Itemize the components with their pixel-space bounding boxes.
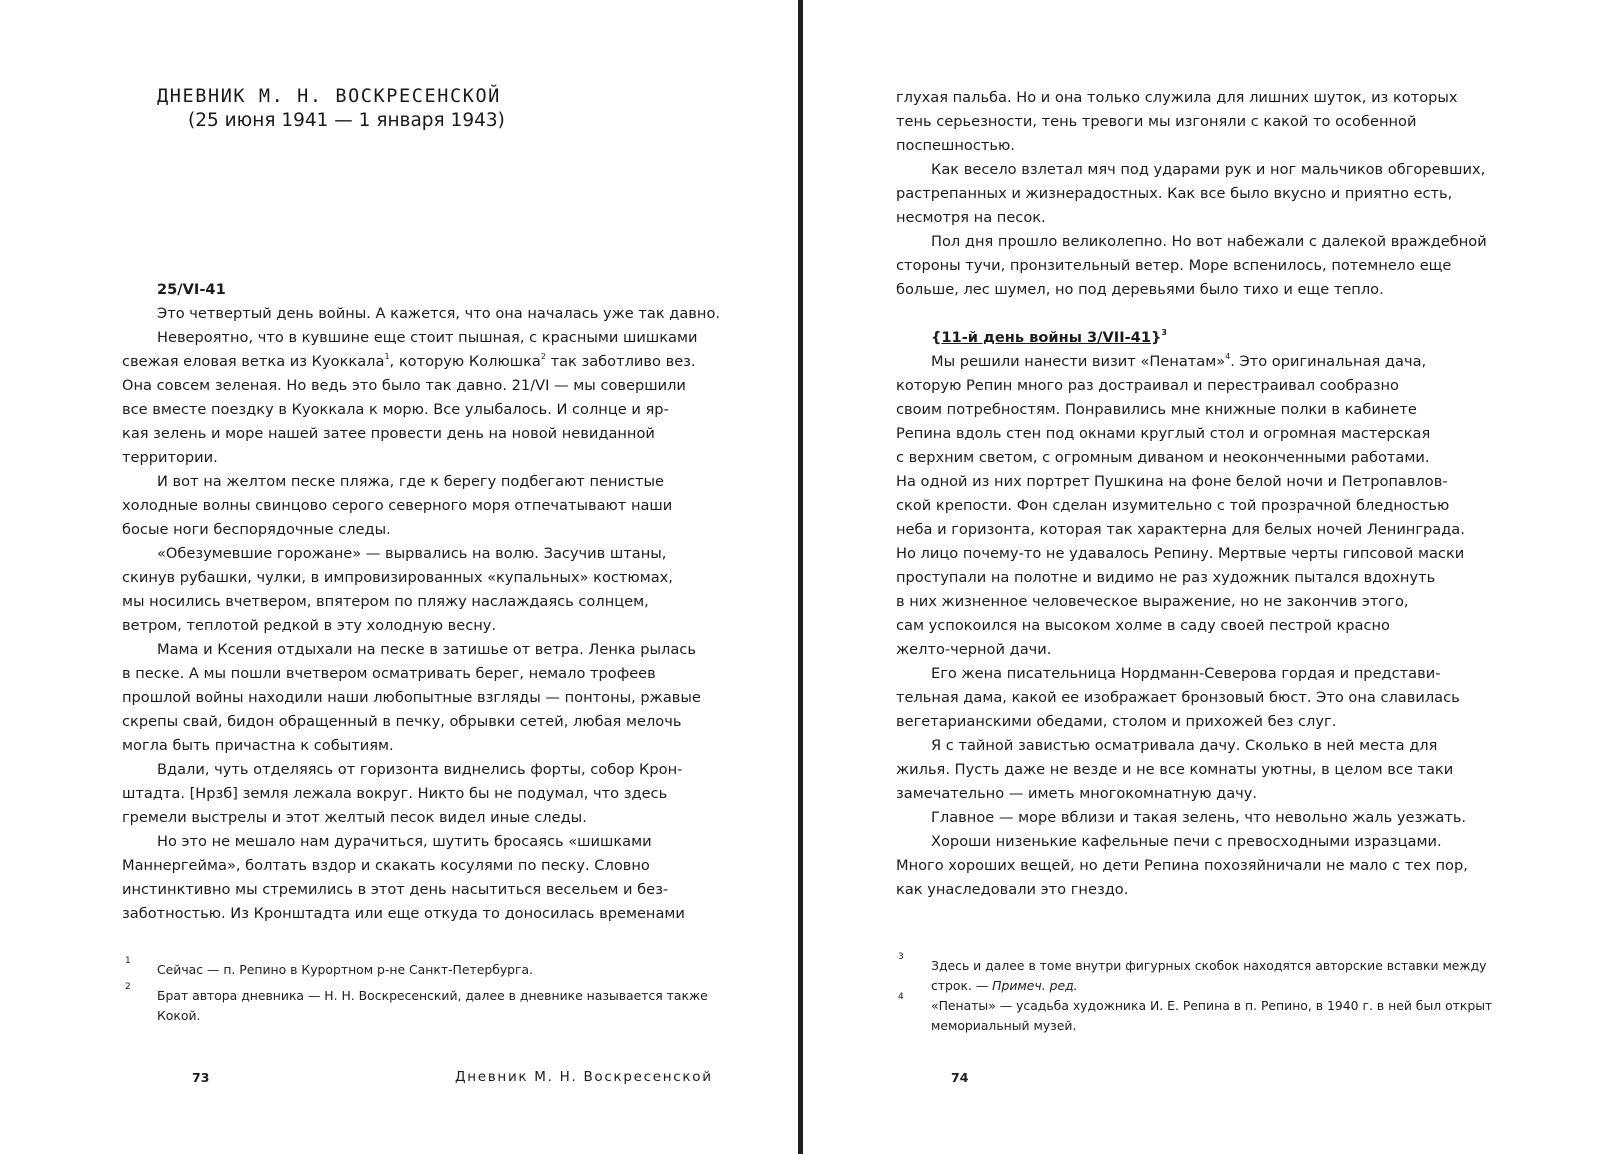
running-head: Дневник М. Н. Воскресенской [455, 1069, 713, 1085]
footnote-ref[interactable]: 2 [540, 352, 546, 361]
text-line [896, 350, 1426, 374]
text-line: тень серьезности, тень тревоги мы изгоняли с какой то особенной [896, 113, 1417, 130]
diary-subtitle: (25 июня 1941 — 1 января 1943) [188, 110, 505, 131]
text-line: поспешностью. [896, 137, 1015, 154]
text-line: Она совсем зеленая. Но ведь это было так давно. 21/VI — мы совершили [122, 377, 686, 394]
text-line: глухая пальба. Но и она только служила для лишних шуток, из которых [896, 89, 1458, 106]
text-line: мы носились вчетвером, впятером по пляжу наслаждаясь солнцем, [122, 593, 649, 610]
text-line: с верхним светом, с огромным диваном и неоконченными работами. [896, 449, 1430, 466]
text-line: И вот на желтом песке пляжа, где к берегу подбегают пенистые [157, 473, 665, 490]
text-line: замечательно — иметь многокомнатную дачу. [896, 785, 1258, 802]
text-line: неба и горизонта, которая так характерна для белых ночей Ленинграда. [896, 521, 1465, 538]
text-line: гремели выстрелы и этот желтый песок видел иные следы. [122, 809, 587, 826]
text-line: в песке. А мы пошли вчетвером осматривать берег, немало трофеев [122, 665, 656, 682]
text-line: Это четвертый день войны. А кажется, что она началась уже так давно. [157, 305, 721, 322]
text-line: ветром, теплотой редкой в эту холодную весну. [122, 617, 497, 634]
text-line: штадта. [Нрзб] земля лежала вокруг. Никто бы не подумал, что здесь [122, 785, 668, 802]
text-line: Я с тайной завистью осматривала дачу. Сколько в ней места для [931, 737, 1438, 754]
curly-brace-close: } [1151, 329, 1162, 346]
text-line: Маннергейма», болтать вздор и скакать косулями по песку. Словно [122, 857, 650, 874]
text-line: в них жизненное человеческое выражение, но не закончив этого, [896, 593, 1409, 610]
footnote-number: 4 [898, 992, 904, 1002]
text-line: Пол дня прошло великолепно. Но вот набежали с далекой враждебной [931, 233, 1487, 250]
text-line: проступали на полотне и видимо не раз художник пытался вдохнуть [896, 569, 1436, 586]
footnote-text: Брат автора дневника — Н. Н. Воскресенский, далее в дневнике называется также [157, 988, 708, 1003]
entry-heading [931, 326, 1167, 350]
text-line: Но это не мешало нам дурачиться, шутить бросаясь «шишками [157, 833, 652, 850]
text-line: желто-черной дачи. [896, 641, 1052, 658]
text-line: несмотря на песок. [896, 209, 1046, 226]
footnote-number: 3 [898, 952, 904, 962]
text-line: Много хороших вещей, но дети Репина похозяйничали не мало с тех пор, [896, 857, 1468, 874]
footnote-text: Кокой. [157, 1008, 201, 1023]
text-line: которую Репин много раз достраивал и перестраивал сообразно [896, 377, 1399, 394]
text-line: стороны тучи, пронзительный ветер. Море вспенилось, потемнело еще [896, 257, 1452, 274]
diary-title: ДНЕВНИК М. Н. ВОСКРЕСЕНСКОЙ [157, 86, 501, 107]
text-line: босые ноги беспорядочные следы. [122, 521, 391, 538]
text-line: вегетарианскими обедами, столом и прихожей без слуг. [896, 713, 1337, 730]
text-line: своим потребностям. Понравились мне книжные полки в кабинете [896, 401, 1417, 418]
text-line [122, 350, 696, 374]
footnote-text: Сейчас — п. Репино в Курортном р-не Санкт-Петербурга. [157, 962, 534, 977]
text-fragment: строк. — [931, 978, 993, 993]
text-line: Невероятно, что в кувшине еще стоит пышная, с красными шишками [157, 329, 698, 346]
text-line: инстинктивно мы стремились в этот день насытиться весельем и без- [122, 881, 669, 898]
text-line: Репина вдоль стен под окнами круглый стол и огромная мастерская [896, 425, 1431, 442]
text-line: скрепы свай, бидон обращенный в печку, обрывки сетей, любая мелочь [122, 713, 682, 730]
text-line: На одной из них портрет Пушкина на фоне белой ночи и Петропавлов- [896, 473, 1448, 490]
page-number: 73 [192, 1070, 210, 1085]
text-line: Но лицо почему-то не удавалось Репину. Мертвые черты гипсовой маски [896, 545, 1465, 562]
text-line: растрепанных и жизнерадостных. Как все было вкусно и приятно есть, [896, 185, 1453, 202]
text-fragment: . Это оригинальная дача, [1230, 353, 1427, 370]
footnote-number: 2 [125, 982, 131, 992]
text-line: «Обезумевшие горожане» — вырвались на волю. Засучив штаны, [157, 545, 667, 562]
text-line: как унаследовали это гнездо. [896, 881, 1129, 898]
footnote-text [931, 976, 1078, 996]
text-line: заботностью. Из Кронштадта или еще откуда то доносилась временами [122, 905, 685, 922]
curly-brace-open: { [931, 329, 942, 346]
text-line: все вместе поездку в Куоккала к морю. Все улыбалось. И солнце и яр- [122, 401, 669, 418]
text-line: Мама и Ксения отдыхали на песке в затишье от ветра. Ленка рылась [157, 641, 696, 658]
text-fragment: , которую Колюшка [389, 353, 541, 370]
footnote-ref[interactable]: 1 [384, 352, 390, 361]
text-fragment: так заботливо вез. [545, 353, 696, 370]
footnote-text: мемориальный музей. [931, 1018, 1077, 1033]
text-line: Хороши низенькие кафельные печи с превосходными изразцами. [931, 833, 1442, 850]
footnote-text: Здесь и далее в томе внутри фигурных скобок находятся авторские вставки между [931, 958, 1487, 973]
entry-date: 25/VI-41 [157, 281, 226, 298]
text-line: Как весело взлетал мяч под ударами рук и ног мальчиков обгоревших, [931, 161, 1486, 178]
footnote-text: «Пенаты» — усадьба художника И. Е. Репина в п. Репино, в 1940 г. в ней был открыт [931, 998, 1493, 1013]
text-line: Вдали, чуть отделяясь от горизонта виднелись форты, собор Крон- [157, 761, 683, 778]
text-line: жилья. Пусть даже не везде и не все комнаты уютны, в целом все таки [896, 761, 1454, 778]
page-number: 74 [951, 1070, 969, 1085]
book-spine [798, 0, 803, 1154]
right-page [805, 0, 1600, 1154]
footnote-number: 1 [125, 956, 131, 966]
text-line: Главное — море вблизи и такая зелень, что невольно жаль уезжать. [931, 809, 1467, 826]
entry-heading-text: 11-й день войны 3/VII-41 [941, 329, 1151, 346]
footnote-ref[interactable]: 3 [1161, 328, 1167, 337]
text-line: тельная дама, какой ее изображает бронзовый бюст. Это она славилась [896, 689, 1460, 706]
text-fragment: Мы решили нанести визит «Пенатам» [931, 353, 1226, 370]
text-line: могла быть причастна к событиям. [122, 737, 394, 754]
text-line: Его жена писательница Нордманн-Северова гордая и представи- [931, 665, 1441, 682]
text-line: холодные волны свинцово серого северного моря отпечатывают наши [122, 497, 673, 514]
text-line: кая зелень и море нашей затее провести день на новой невиданной [122, 425, 655, 442]
text-fragment: свежая еловая ветка из Куоккала [122, 353, 385, 370]
text-line: территории. [122, 449, 218, 466]
footnote-ref[interactable]: 4 [1225, 352, 1231, 361]
text-line: больше, лес шумел, но под деревьями было тихо и еще тепло. [896, 281, 1384, 298]
text-line: ской крепости. Фон сделан изумительно с той прозрачной бледностью [896, 497, 1450, 514]
editor-note: Примеч. ред. [992, 978, 1078, 993]
text-line: скинув рубашки, чулки, в импровизированных «купальных» костюмах, [122, 569, 673, 586]
text-line: сам успокоился на высоком холме в саду своей пестрой красно [896, 617, 1390, 634]
text-line: прошлой войны находили наши любопытные взгляды — понтоны, ржавые [122, 689, 701, 706]
